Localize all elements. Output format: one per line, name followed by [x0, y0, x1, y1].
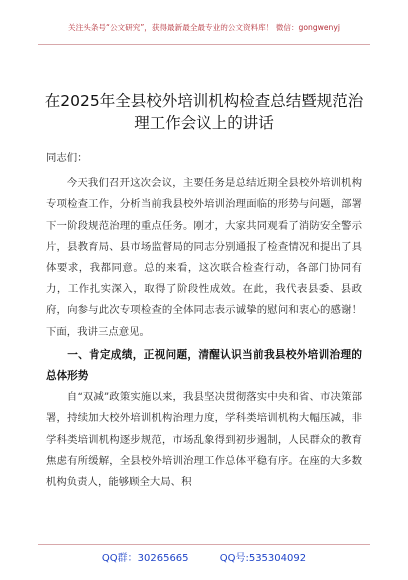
section-heading: 一、肯定成绩，正视问题，清醒认识当前我县校外培训治理的总体形势 — [46, 348, 362, 383]
document-body — [46, 148, 362, 493]
intro-paragraph: 今天我们召开这次会议，主要任务是总结近期全县校外培训机构专项检查工作，分析当前我县校外培训治理面临的形势与问题，部署下一阶段规范治理的重点任务。刚才，大家共同观看了消防安全警示片，县教育局、县市场监督局的同志分别通报了检查情况和提出了具体要求，我都同意。总的来看，这次联合检查行动，各部门协同有力，工作扎实深入，取得了阶段性成效。在此，我代表县委、县政府，向参与此次专项检查的全体同志表示诚挚的慰问和衷心的感谢！下面，我讲三点意见。 — [46, 177, 362, 338]
salutation: 同志们： — [46, 152, 88, 164]
section-paragraph: 自“双减”政策实施以来，我县坚决贯彻落实中央和省、市决策部署，持续加大校外培训机构治理力度，学科类培训机构大幅压减，非学科类培训机构逐步规范，市场乱象得到初步遏制，人民群众的教育焦虑有所缓解，全县校外培训治理工作总体平稳有序。在座的大多数机构负责人，能够顾全大局、积 — [46, 391, 362, 489]
footer-qq-group: QQ群：30265665 — [101, 553, 189, 564]
document-title: 在2025年全县校外培训机构检查总结暨规范治理工作会议上的讲话 — [44, 92, 364, 133]
header-banner: 关注头条号“公文研究”，获得最新最全最专业的公文资料库！ 微信：gongwenyj — [38, 22, 370, 45]
footer-qq-number: QQ号:535304092 — [219, 553, 307, 564]
footer-bar — [38, 544, 370, 567]
